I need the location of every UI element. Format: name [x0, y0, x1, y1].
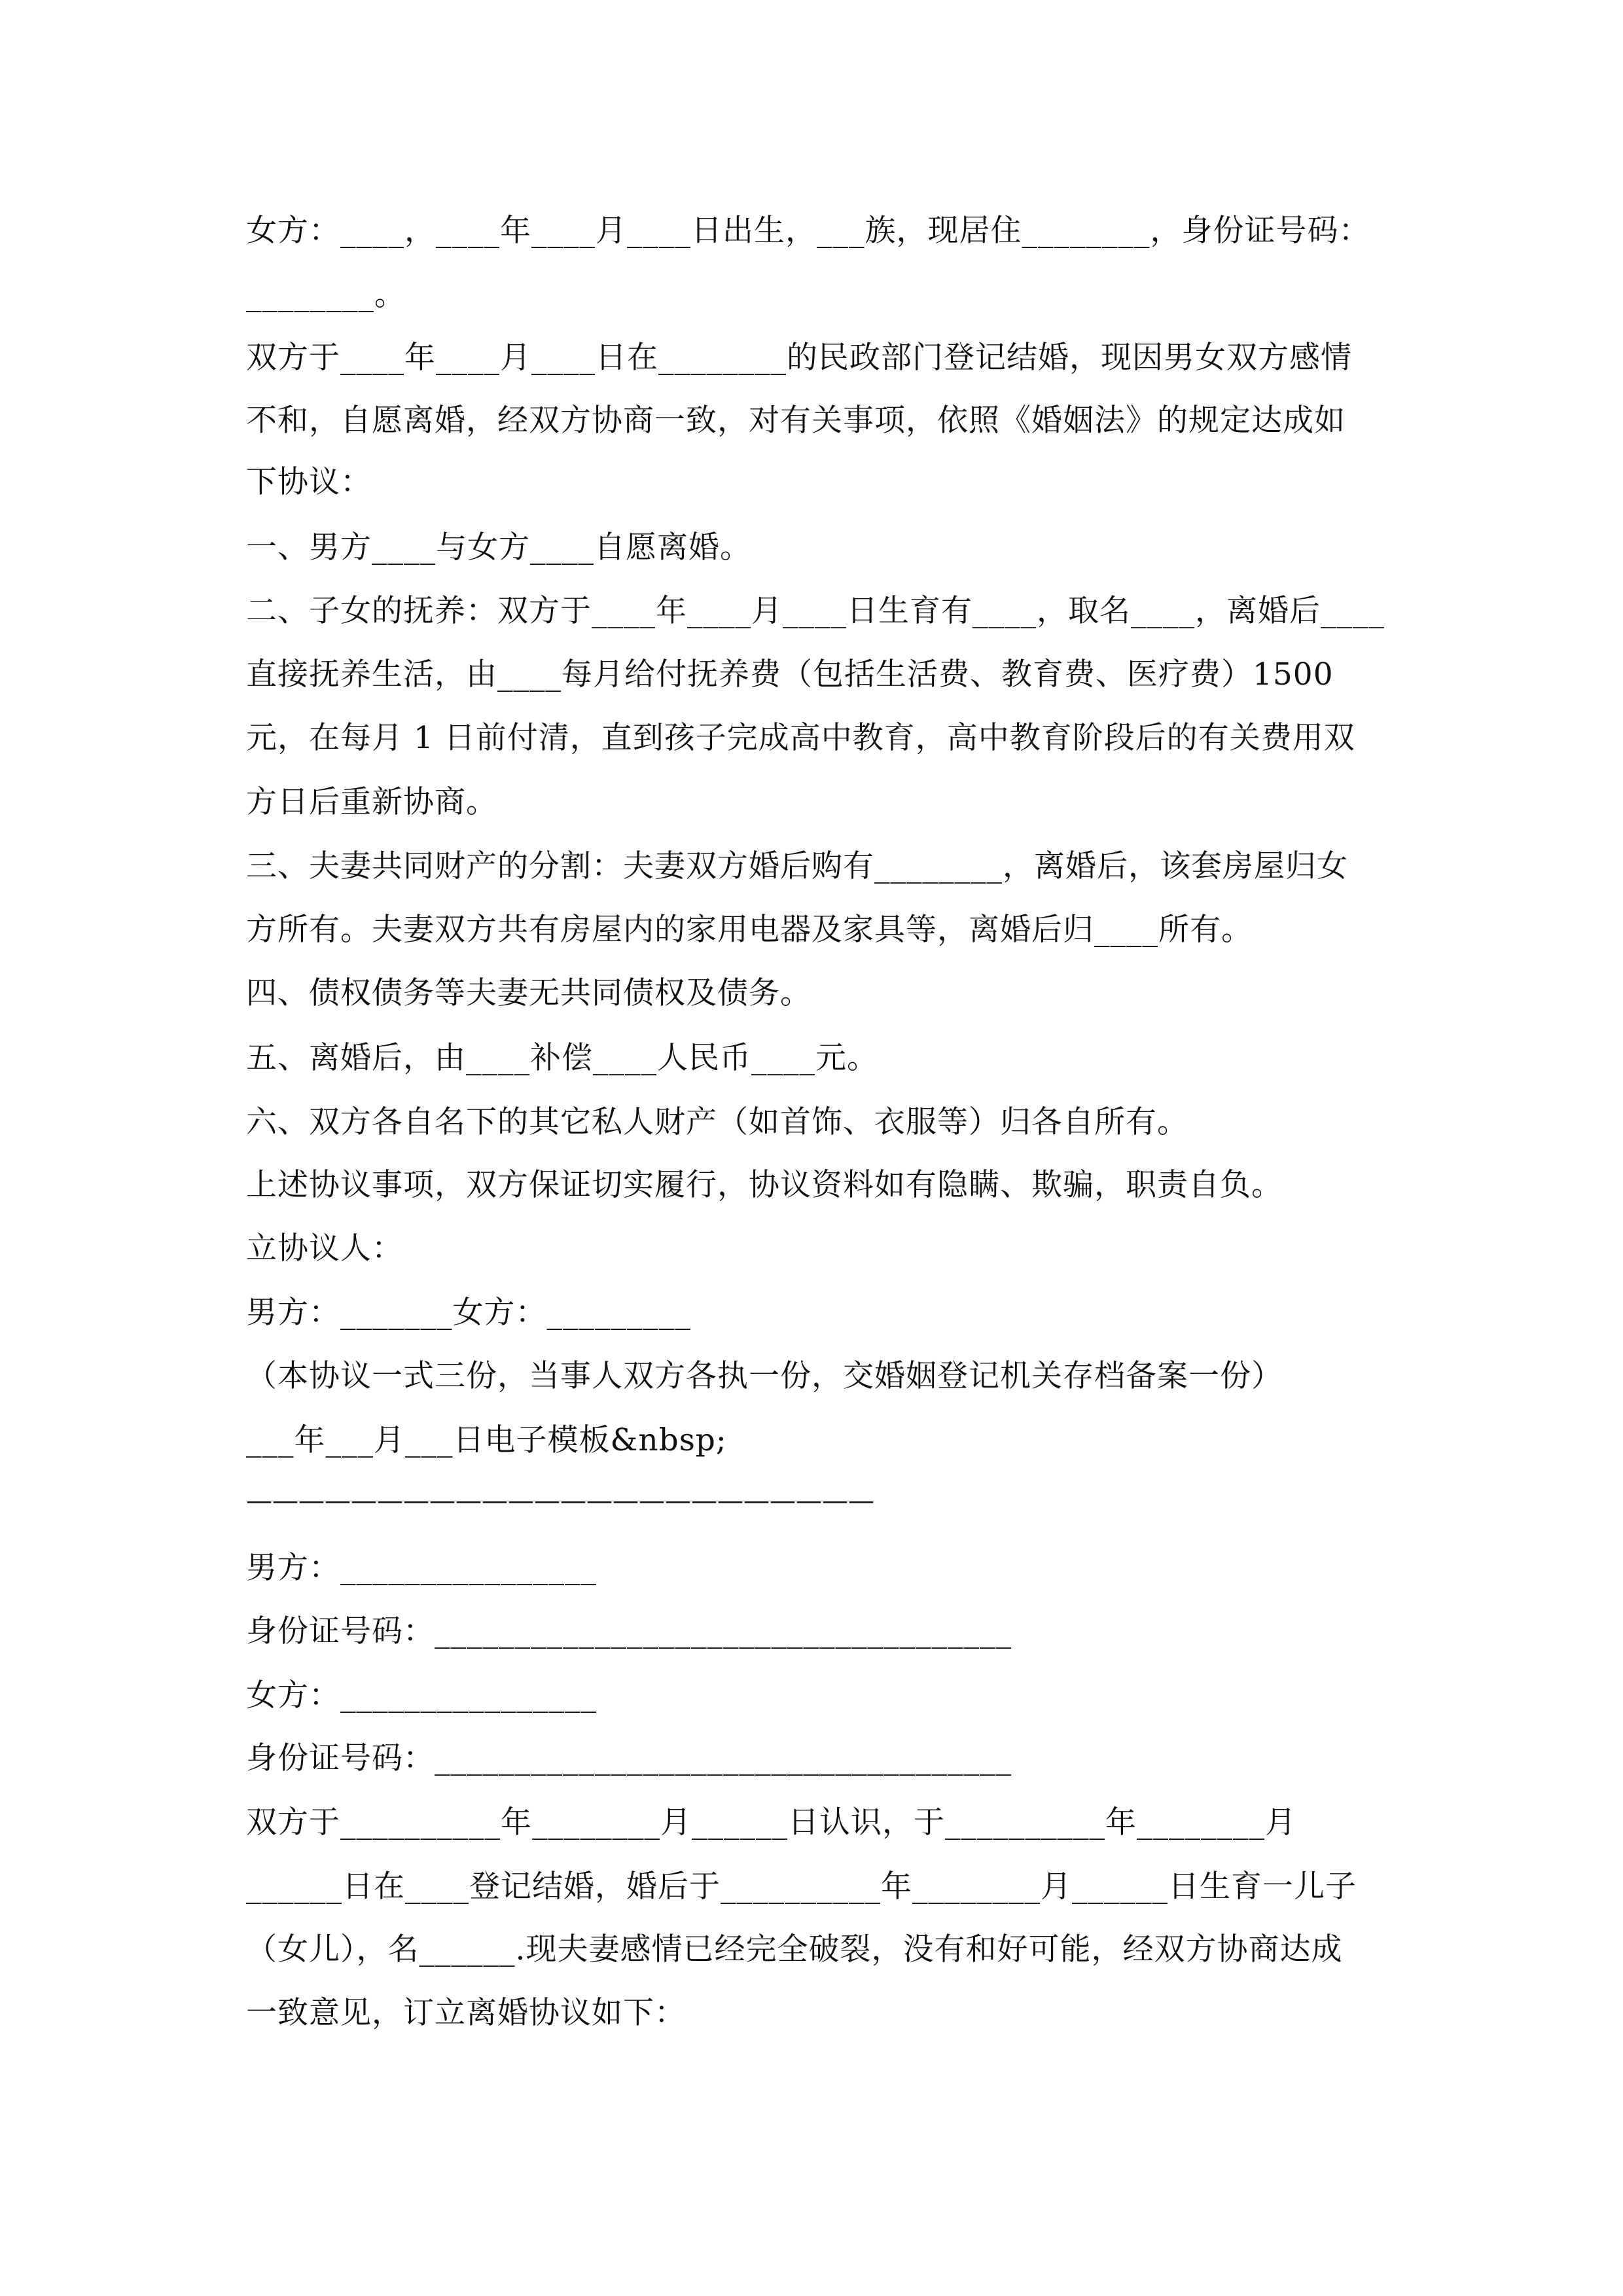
text-line [246, 1548, 1398, 1588]
text-line [246, 1229, 1398, 1269]
text-line [246, 1803, 1398, 1843]
text-line [246, 1420, 1398, 1461]
line-text: ________。 [246, 277, 406, 313]
text-line [246, 401, 1398, 441]
line-text: 女方：________________ [246, 1677, 597, 1713]
text-line [246, 1676, 1398, 1716]
line-text: 五、离婚后，由____补偿____人民币____元。 [246, 1040, 878, 1076]
line-text: 一致意见，订立离婚协议如下： [246, 1995, 686, 2031]
line-text: 六、双方各自名下的其它私人财产（如首饰、衣服等）归各自所有。 [246, 1104, 1188, 1140]
line-text: 方日后重新协商。 [246, 784, 497, 820]
line-text: 双方于____年____月____日在________的民政部门登记结婚，现因男女双方感情 [246, 340, 1352, 376]
line-text: 四、债权债务等夫妻无共同债权及债务。 [246, 975, 812, 1011]
text-line [246, 782, 1398, 823]
line-text: ___年___月___日电子模板&nbsp; [246, 1422, 727, 1458]
text-line [246, 462, 1398, 503]
line-text: 直接抚养生活，由____每月给付抚养费（包括生活费、教育费、医疗费）1500 [246, 656, 1334, 692]
line-text: 女方：____，____年____月____日出生，___族，现居住________，身份证号码： [246, 213, 1370, 249]
line-text: （本协议一式三份，当事人双方各执一份，交婚姻登记机关存档备案一份） [246, 1358, 1283, 1394]
line-text: 不和，自愿离婚，经双方协商一致，对有关事项，依照《婚姻法》的规定达成如 [246, 403, 1346, 439]
line-text: 双方于__________年________月______日认识，于__________年________月 [246, 1804, 1296, 1840]
text-line [246, 1293, 1398, 1333]
text-line [246, 718, 1398, 759]
line-text: 方所有。夫妻双方共有房屋内的家用电器及家具等，离婚后归____所有。 [246, 912, 1253, 948]
text-line [246, 1867, 1398, 1907]
text-line [246, 211, 1398, 251]
text-line [246, 528, 1398, 568]
text-line [246, 1993, 1398, 2034]
text-line [246, 1929, 1398, 1970]
line-text: 身份证号码：____________________________________ [246, 1740, 1012, 1776]
line-text: 下协议： [246, 464, 372, 500]
line-text: ______日在____登记结婚，婚后于__________年________月______日生育一儿子 [246, 1869, 1357, 1905]
separator-line [246, 1480, 1398, 1521]
line-text: ———————————————————————— [246, 1486, 874, 1516]
text-line [246, 973, 1398, 1014]
text-line [246, 1038, 1398, 1079]
text-line [246, 1738, 1398, 1779]
text-line [246, 1356, 1398, 1397]
line-text: 男方：________________ [246, 1550, 597, 1586]
line-text: 身份证号码：____________________________________ [246, 1613, 1012, 1649]
text-line [246, 655, 1398, 695]
line-text: 上述协议事项，双方保证切实履行，协议资料如有隐瞒、欺骗，职责自负。 [246, 1167, 1283, 1203]
line-text: 元，在每月 1 日前付清，直到孩子完成高中教育，高中教育阶段后的有关费用双 [246, 720, 1355, 756]
text-line [246, 1102, 1398, 1143]
line-text: 二、子女的抚养：双方于____年____月____日生育有____，取名____，离婚后____ [246, 593, 1385, 629]
line-text: （女儿），名______.现夫妻感情已经完全破裂，没有和好可能，经双方协商达成 [246, 1931, 1343, 1967]
line-text: 一、男方____与女方____自愿离婚。 [246, 529, 751, 565]
text-line [246, 591, 1398, 632]
line-text: 男方：_______女方：_________ [246, 1295, 691, 1331]
text-line [246, 1611, 1398, 1652]
text-line [246, 1165, 1398, 1206]
line-text: 三、夫妻共同财产的分割：夫妻双方婚后购有________，离婚后，该套房屋归女 [246, 848, 1348, 884]
text-line [246, 846, 1398, 887]
text-line [246, 275, 1398, 315]
line-text: 立协议人： [246, 1230, 403, 1266]
text-line [246, 910, 1398, 950]
text-line [246, 338, 1398, 378]
